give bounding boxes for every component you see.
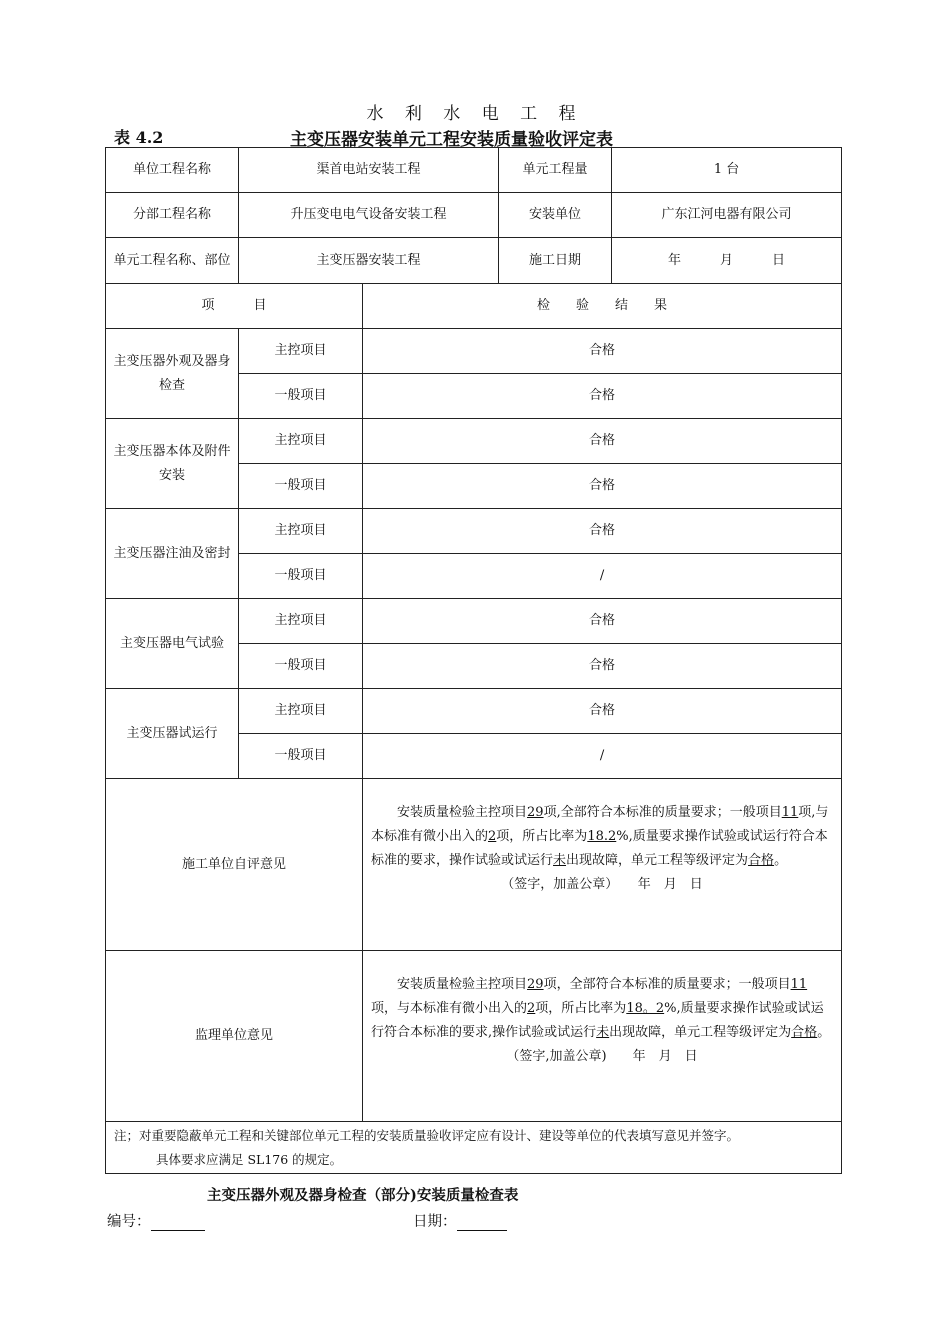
unit-project-label: 单位工程名称 xyxy=(106,148,239,193)
text-segment: 项，所占比率为 xyxy=(496,829,588,844)
text-segment: 安装质量检验主控项目 xyxy=(397,805,528,820)
group-name: 主变压器本体及附件安装 xyxy=(106,419,239,509)
date-value: 年 月 日 xyxy=(612,238,842,284)
text-segment: %,质量要求操作试验或试运行符合本标准的要求,操作试验或试运行 xyxy=(371,1001,824,1040)
sub-project-value: 升压变电电气设备安装工程 xyxy=(239,193,499,238)
general-count: 11 xyxy=(790,977,808,992)
code-field xyxy=(107,1210,205,1231)
general-item-result: / xyxy=(363,734,842,779)
text-segment: 。 xyxy=(774,853,788,868)
text-segment: 项，与本标准有微小出入的 xyxy=(371,1001,528,1016)
main-item-label: 主控项目 xyxy=(239,509,363,554)
main-item-result: 合格 xyxy=(363,689,842,734)
code-label: 编号： xyxy=(107,1214,151,1230)
self-eval-label: 施工单位自评意见 xyxy=(106,779,363,951)
general-item-result: / xyxy=(363,554,842,599)
text-segment: 出现故障，单元工程等级评定为 xyxy=(566,853,749,868)
main-count: 29 xyxy=(527,977,544,992)
installer-value: 广东江河电器有限公司 xyxy=(612,193,842,238)
date-field-label: 日期： xyxy=(413,1214,457,1230)
main-count: 29 xyxy=(527,805,544,820)
ratio: 18。2 xyxy=(626,1001,665,1016)
date-field xyxy=(413,1210,507,1231)
main-item-label: 主控项目 xyxy=(239,599,363,644)
main-item-result: 合格 xyxy=(363,329,842,374)
general-item-label: 一般项目 xyxy=(239,644,363,689)
general-item-result: 合格 xyxy=(363,644,842,689)
element-value: 主变压器安装工程 xyxy=(239,238,499,284)
self-eval-text xyxy=(371,801,833,873)
general-item-label: 一般项目 xyxy=(239,554,363,599)
main-item-label: 主控项目 xyxy=(239,419,363,464)
footnote-line-2: 具体要求应满足 SL176 的规定。 xyxy=(156,1151,343,1167)
sub-project-label: 分部工程名称 xyxy=(106,193,239,238)
main-item-result: 合格 xyxy=(363,509,842,554)
signature-line: （签字,加盖公章) 年 月 日 xyxy=(506,1049,698,1064)
date-label: 施工日期 xyxy=(499,238,612,284)
group-name: 主变压器注油及密封 xyxy=(106,509,239,599)
general-item-label: 一般项目 xyxy=(239,374,363,419)
element-label: 单元工程名称、部位 xyxy=(106,238,239,284)
form-title: 主变压器安装单元工程安装质量验收评定表 xyxy=(290,130,613,150)
fault-status: 未 xyxy=(553,853,567,868)
text-segment: 项，全部符合本标准的质量要求；一般项目 xyxy=(543,977,791,992)
general-item-label: 一般项目 xyxy=(239,464,363,509)
unit-quantity-value: 1 台 xyxy=(612,148,842,193)
text-segment: %,质量要求操作试验或试运行符合本标准的要求，操作试验或试运行 xyxy=(371,829,828,868)
general-item-result: 合格 xyxy=(363,374,842,419)
minor-count: 2 xyxy=(488,829,497,844)
footnote xyxy=(106,1122,842,1174)
footnote-line-1: 注；对重要隐蔽单元工程和关键部位单元工程的安装质量验收评定应有设计、建设等单位的代表填写意见并签字。 xyxy=(114,1127,740,1143)
main-item-result: 合格 xyxy=(363,419,842,464)
self-eval-opinion xyxy=(363,779,842,951)
grade: 合格 xyxy=(748,853,775,868)
general-count: 11 xyxy=(781,805,799,820)
fault-status: 未 xyxy=(596,1025,610,1040)
minor-count: 2 xyxy=(527,1001,536,1016)
signature-line: （签字，加盖公章） 年 月 日 xyxy=(501,877,703,892)
main-item-result: 合格 xyxy=(363,599,842,644)
installer-label: 安装单位 xyxy=(499,193,612,238)
text-segment: 项，所占比率为 xyxy=(535,1001,627,1016)
main-item-label: 主控项目 xyxy=(239,689,363,734)
group-name: 主变压器试运行 xyxy=(106,689,239,779)
text-segment: 出现故障，单元工程等级评定为 xyxy=(609,1025,792,1040)
column-item-header: 项 目 xyxy=(106,284,363,329)
code-blank xyxy=(151,1214,205,1231)
doc-header-top: 水 利 水 电 工 程 xyxy=(366,104,584,124)
group-name: 主变压器电气试验 xyxy=(106,599,239,689)
main-item-label: 主控项目 xyxy=(239,329,363,374)
text-segment: 。 xyxy=(817,1025,831,1040)
general-item-result: 合格 xyxy=(363,464,842,509)
grade: 合格 xyxy=(791,1025,818,1040)
supervisor-label: 监理单位意见 xyxy=(106,951,363,1122)
date-blank xyxy=(457,1214,507,1231)
supervisor-opinion xyxy=(363,951,842,1122)
evaluation-table xyxy=(105,147,842,1174)
table-number: 表 4.2 xyxy=(114,128,164,147)
ratio: 18.2 xyxy=(587,829,617,844)
unit-project-value: 渠首电站安装工程 xyxy=(239,148,499,193)
unit-quantity-label: 单元工程量 xyxy=(499,148,612,193)
next-form-title: 主变压器外观及器身检查（部分)安装质量检查表 xyxy=(207,1187,519,1204)
supervisor-text xyxy=(371,973,833,1045)
text-segment: 安装质量检验主控项目 xyxy=(397,977,528,992)
text-segment: 项,与本标准有微小出入的 xyxy=(371,805,829,844)
column-result-header: 检 验 结 果 xyxy=(363,284,842,329)
general-item-label: 一般项目 xyxy=(239,734,363,779)
group-name: 主变压器外观及器身检查 xyxy=(106,329,239,419)
text-segment: 项,全部符合本标准的质量要求；一般项目 xyxy=(543,805,782,820)
